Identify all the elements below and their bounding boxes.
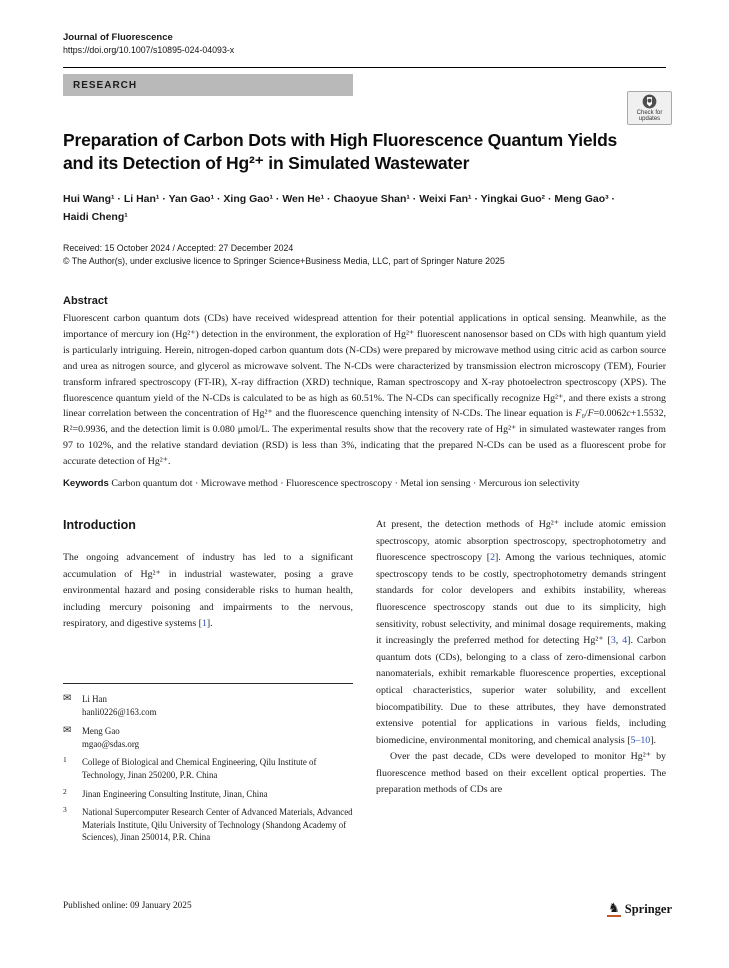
- affiliation-text: College of Biological and Chemical Engineering, Qilu Institute of Technology, Jinan 250200, P.R. China: [82, 757, 317, 780]
- author-list: Hui Wang¹ · Li Han¹ · Yan Gao¹ · Xing Gao¹ · Wen He¹ · Chaoyue Shan¹ · Weixi Fan¹ · Yingkai Guo² · Meng Gao³ · Haidi Cheng¹: [63, 193, 616, 223]
- affiliation-number: 2: [63, 786, 67, 796]
- right-column: [376, 517, 666, 850]
- page-header: [63, 32, 666, 57]
- keywords-text: Carbon quantum dot · Microwave method · Fluorescence spectroscopy · Metal ion sensing · Mercurous ion selectivity: [108, 478, 580, 490]
- keywords-line: [63, 476, 666, 492]
- right-column-paragraph-1: At present, the detection methods of Hg²⁺ include atomic emission spectroscopy, atomic absorption spectroscopy, spectrophotometry and fluorescence spectroscopy [2]. Among the various techniques, atomic spectroscopy tends to be costly, spectrophotometry demands stringent standards for color developers and exhibits instability, whereas fluorescence spectroscopy stands out due to its simplicity, high sensitivity, robust selectivity, and minimal dosage requirements, making it increasingly the preferred method for detecting Hg²⁺ [3, 4]. Carbon quantum dots (CDs), belonging to a class of zero-dimensional carbon nanomaterials, exhibit remarkable fluorescence properties, exceptional optical characteristics, superior water solubility, and excellent biocompatibility. Due to these attributes, they have demonstrated extensive potential for applications in various fields, including biomedicine, environmental monitoring, and chemical analysis [5–10].: [376, 518, 667, 746]
- header-rule: [63, 67, 666, 68]
- citation-link[interactable]: 1: [201, 618, 207, 630]
- article-title: [63, 129, 666, 175]
- correspondent-email[interactable]: hanli0226@163.com: [82, 707, 157, 718]
- citation-link[interactable]: 3: [610, 635, 616, 647]
- correspondent-name: Li Han: [82, 694, 107, 705]
- envelope-icon: ✉: [63, 724, 72, 736]
- affiliation-item: [63, 806, 353, 844]
- springer-logo: [607, 901, 672, 917]
- envelope-icon: ✉: [63, 693, 72, 705]
- affiliation-item: [63, 756, 353, 781]
- footnote-rule: [63, 683, 353, 684]
- keywords-label: Keywords: [63, 478, 109, 490]
- journal-title: Journal of Fluorescence: [63, 32, 173, 43]
- affiliation-number: 3: [63, 805, 67, 815]
- received-accepted-dates: Received: 15 October 2024 / Accepted: 27 December 2024: [63, 243, 294, 253]
- affiliation-text: Jinan Engineering Consulting Institute, Jinan, China: [82, 788, 268, 799]
- check-updates-badge[interactable]: [627, 91, 672, 125]
- abstract-text: Fluorescent carbon quantum dots (CDs) have received widespread attention for their potential applications in optical sensing. Meanwhile, as the importance of mercury ion (Hg²⁺) detection in the environment, the exploration of Hg²⁺ fluorescent nanosensor based on CDs with high quantum yield is particularly intriguing. Herein, nitrogen-doped carbon quantum dots (N-CDs) were prepared by microwave method using citric acid as carbon source and urea as nitrogen source, and glycerol as microwave solvent. The N-CDs were characterized by transmission electron microscopy (TEM), Fourier transform infrared spectroscopy (FT-IR), X-ray diffraction (XRD) technique, Raman spectroscopy and X-ray photoelectron spectroscopy (XPS). The fluorescence quantum yield of the N-CDs is calculated to be as high as 60.51%. The N-CDs can specifically recognize Hg²⁺, and there exists a strong linear correlation between the concentration of Hg²⁺ and the fluorescence quenching intensity of N-CDs. The linear equation is F₀/F=0.0062c+1.5532, R²=0.9936, and the detection limit is 0.080 μmol/L. The experimental results show that the recovery rate of Hg²⁺ in simulated wastewater ranges from 97 to 102%, and the relative standard deviation (RSD) is less than 3%, indicating that the prepared N-CDs can be used as a fluorescent probe for accurate detection of Hg²⁺.: [63, 313, 666, 468]
- left-column: [63, 517, 353, 850]
- check-updates-label: Check for updates: [636, 109, 663, 122]
- citation-link[interactable]: 5–10: [630, 734, 651, 746]
- correspondent: [82, 725, 139, 751]
- correspondent: [82, 693, 156, 719]
- copyright-notice: © The Author(s), under exclusive licence to Springer Science+Business Media, LLC, part of Springer Nature 2025: [63, 256, 505, 266]
- doi-link[interactable]: https://doi.org/10.1007/s10895-024-04093-x: [63, 45, 235, 55]
- article-type-label: RESEARCH: [73, 79, 138, 91]
- published-online: Published online: 09 January 2025: [63, 901, 192, 911]
- two-column-body: [63, 517, 666, 850]
- springer-horse-icon: ♞: [608, 900, 620, 915]
- correspondence-item: [63, 725, 353, 751]
- article-title-line2: and its Detection of Hg²⁺ in Simulated Wastewater: [63, 153, 470, 173]
- article-type-bar: [63, 74, 353, 96]
- correspondence-item: [63, 693, 353, 719]
- correspondent-name: Meng Gao: [82, 725, 120, 736]
- affiliation-text: National Supercomputer Research Center of Advanced Materials, Advanced Materials Institute, Qilu University of Technology (Shandong Academy of Sciences), Jinan 250014, P.R. China: [82, 807, 353, 843]
- right-column-paragraph-2: Over the past decade, CDs were developed to monitor Hg²⁺ by fluorescence method based on their excellent optical properties. The preparation methods of CDs are: [376, 751, 666, 796]
- introduction-heading: Introduction: [63, 517, 136, 532]
- correspondent-email[interactable]: mgao@sdas.org: [82, 738, 140, 749]
- springer-wordmark: Springer: [624, 901, 672, 916]
- citation-link[interactable]: 2: [490, 552, 496, 564]
- introduction-paragraph: The ongoing advancement of industry has led to a significant accumulation of Hg²⁺ in industrial wastewater, posing a grave environmental hazard and posing considerable risks to human health, including mercury poisoning and impairments to the nervous, respiratory, and digestive systems [1].: [63, 551, 353, 630]
- page-footer: [63, 901, 672, 917]
- crossmark-icon: [642, 94, 657, 109]
- footnote-block: [63, 683, 353, 850]
- affiliation-number: 1: [63, 755, 67, 765]
- article-title-line1: Preparation of Carbon Dots with High Fluorescence Quantum Yields: [63, 130, 618, 150]
- citation-link[interactable]: 4: [622, 635, 628, 647]
- affiliation-item: [63, 788, 353, 801]
- abstract-heading: Abstract: [63, 295, 108, 307]
